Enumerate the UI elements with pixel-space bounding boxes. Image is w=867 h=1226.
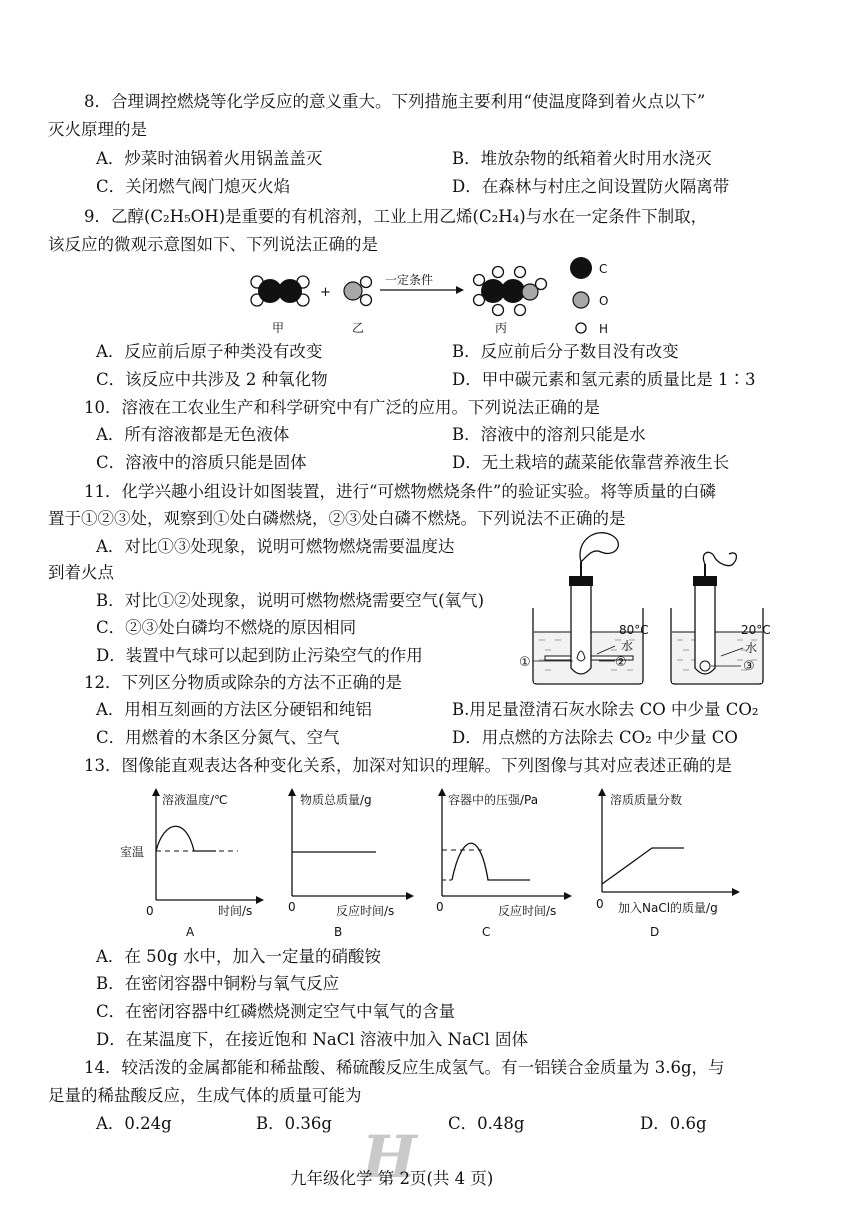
- q14-option-d: D．0.6g: [640, 1114, 707, 1133]
- molecule-jia: [251, 276, 309, 306]
- q9-stem-line2: 该反应的微观示意图如下、下列说法正确的是: [48, 235, 378, 254]
- q8-option-a: A．炒菜时油锅着火用锅盖盖灭: [96, 149, 323, 168]
- graph-mark: [438, 788, 446, 796]
- molecule-yi: [344, 277, 372, 306]
- graph-mark: [406, 892, 414, 900]
- q12-option-a: A．用相互刻画的方法区分硬铝和纯铝: [96, 700, 372, 719]
- graph-label: 0: [288, 900, 296, 914]
- legend-hydrogen-label: H: [599, 322, 609, 336]
- reaction-arrowhead: [456, 286, 464, 294]
- graph-mark: [288, 788, 296, 796]
- q10-option-b: B．溶液中的溶剂只能是水: [452, 425, 646, 444]
- q10-stem: 10．溶液在工农业生产和科学研究中有广泛的应用。下列说法正确的是: [84, 398, 600, 417]
- combustion-apparatus: [515, 528, 795, 690]
- graph-d: [588, 784, 748, 944]
- q9-option-b: B．反应前后分子数目没有改变: [452, 342, 679, 361]
- graph-mark: [602, 848, 684, 884]
- graph-label: A: [186, 925, 195, 939]
- q12-stem: 12．下列区分物质或除杂的方法不正确的是: [84, 673, 402, 692]
- q13-option-b: B．在密闭容器中铜粉与氧气反应: [96, 974, 340, 993]
- label-bing: 丙: [495, 321, 508, 335]
- q10-option-a: A．所有溶液都是无色液体: [96, 425, 290, 444]
- right-water-label: 水: [745, 641, 758, 655]
- q9-option-a: A．反应前后原子种类没有改变: [96, 342, 323, 361]
- graph-label: C: [482, 925, 491, 939]
- q11-stem-line2: 置于①②③处，观察到①处白磷燃烧，②③处白磷不燃烧。下列说法不正确的是: [48, 509, 626, 528]
- q11-option-a-line1: A．对比①③处现象，说明可燃物燃烧需要温度达: [96, 537, 455, 556]
- graph-label: 0: [596, 897, 604, 911]
- graph-mark: [256, 896, 264, 904]
- watermark-logo: H: [362, 1123, 417, 1191]
- left-temperature: 80°C: [619, 623, 649, 637]
- graph-mark: [598, 788, 606, 796]
- q11-option-c: C．②③处白磷均不燃烧的原因相同: [96, 618, 357, 637]
- graph-label: 加入NaCl的质量/g: [618, 901, 718, 915]
- q12-option-c: C．用燃着的木条区分氮气、空气: [96, 728, 340, 747]
- graph-label: 物质总质量/g: [300, 793, 372, 807]
- graph-label: 溶质质量分数: [610, 793, 683, 807]
- legend-hydrogen-icon: [576, 323, 586, 333]
- q8-option-b: B．堆放杂物的纸箱着火时用水浇灭: [452, 149, 712, 168]
- graph-label: D: [650, 925, 660, 939]
- q11-option-a-line2: 到着火点: [48, 563, 114, 582]
- q8-option-c: C．关闭燃气阀门熄灭火焰: [96, 177, 291, 196]
- q8-stem-line1: 8．合理调控燃烧等化学反应的意义重大。下列措施主要利用“使温度降到着火点以下”: [84, 92, 706, 111]
- graph-label: B: [334, 925, 343, 939]
- graph-label: 溶液温度/℃: [162, 793, 228, 807]
- q8-option-d: D．在森林与村庄之间设置防火隔离带: [452, 177, 730, 196]
- graph-label: 室温: [120, 845, 145, 859]
- q9-option-d: D．甲中碳元素和氢元素的质量比是 1∶3: [452, 370, 756, 389]
- graph-mark: [732, 888, 740, 896]
- legend-carbon-label: C: [599, 262, 608, 276]
- q8-stem-line2: 灭火原理的是: [48, 120, 147, 139]
- reaction-condition: 一定条件: [385, 273, 434, 287]
- graph-mark: [452, 843, 530, 880]
- graph-b: [280, 784, 420, 944]
- right-temperature: 20°C: [741, 623, 771, 637]
- q12-option-b: B.用足量澄清石灰水除去 CO 中少量 CO₂: [452, 700, 759, 719]
- q9-option-c: C．该反应中共涉及 2 种氧化物: [96, 370, 328, 389]
- graph-label: 0: [146, 904, 154, 918]
- mark-1: ①: [519, 655, 531, 670]
- q14-option-c: C．0.48g: [448, 1114, 525, 1133]
- label-jia: 甲: [272, 321, 285, 335]
- mark-2: ②: [615, 655, 627, 670]
- q14-stem-line1: 14．较活泼的金属都能和稀盐酸、稀硫酸反应生成氢气。有一铝镁合金质量为 3.6g，与: [84, 1058, 725, 1077]
- graph-mark: [564, 892, 572, 900]
- graph-label: 反应时间/s: [336, 904, 395, 918]
- legend-carbon-icon: [570, 257, 592, 279]
- graph-label: 时间/s: [218, 904, 253, 918]
- label-yi: 乙: [352, 321, 365, 335]
- q10-option-d: D．无土栽培的蔬菜能依靠营养液生长: [452, 453, 730, 472]
- graph-a: [118, 784, 268, 944]
- q13-option-c: C．在密闭容器中红磷燃烧测定空气中氧气的含量: [96, 1002, 456, 1021]
- q10-option-c: C．溶液中的溶质只能是固体: [96, 453, 307, 472]
- reaction-diagram: [240, 256, 620, 338]
- q12-option-d: D．用点燃的方法除去 CO₂ 中少量 CO: [452, 728, 738, 747]
- mark-3: ③: [743, 659, 755, 674]
- legend-oxygen-icon: [573, 292, 589, 308]
- graph-mark: [156, 826, 216, 851]
- q13-option-d: D．在某温度下，在接近饱和 NaCl 溶液中加入 NaCl 固体: [96, 1030, 529, 1049]
- graph-label: 0: [436, 900, 444, 914]
- q14-option-a: A．0.24g: [96, 1114, 172, 1133]
- q11-stem-line1: 11．化学兴趣小组设计如图装置，进行“可燃物燃烧条件”的验证实验。将等质量的白磷: [84, 482, 716, 501]
- q11-option-d: D．装置中气球可以起到防止污染空气的作用: [96, 646, 423, 665]
- q13-stem: 13．图像能直观表达各种变化关系，加深对知识的理解。下列图像与其对应表述正确的是: [84, 756, 732, 775]
- page-footer: 九年级化学 第 2页(共 4 页): [290, 1169, 494, 1188]
- legend-oxygen-label: O: [599, 294, 609, 308]
- molecule-bing: [474, 267, 547, 316]
- plus-sign: +: [320, 285, 331, 300]
- graph-mark: [152, 788, 160, 796]
- graph-label: 反应时间/s: [498, 904, 557, 918]
- q9-stem-line1: 9．乙醇(C₂H₅OH)是重要的有机溶剂，工业上用乙烯(C₂H₄)与水在一定条件下制取，: [84, 207, 708, 226]
- graph-c: [426, 784, 576, 944]
- q13-option-a: A．在 50g 水中，加入一定量的硝酸铵: [96, 947, 381, 966]
- left-water-label: 水: [621, 639, 634, 653]
- q11-option-b: B．对比①②处现象，说明可燃物燃烧需要空气(氧气): [96, 591, 484, 610]
- graph-label: 容器中的压强/Pa: [448, 793, 539, 807]
- q14-option-b: B．0.36g: [256, 1114, 332, 1133]
- q14-stem-line2: 足量的稀盐酸反应，生成气体的质量可能为: [48, 1086, 362, 1105]
